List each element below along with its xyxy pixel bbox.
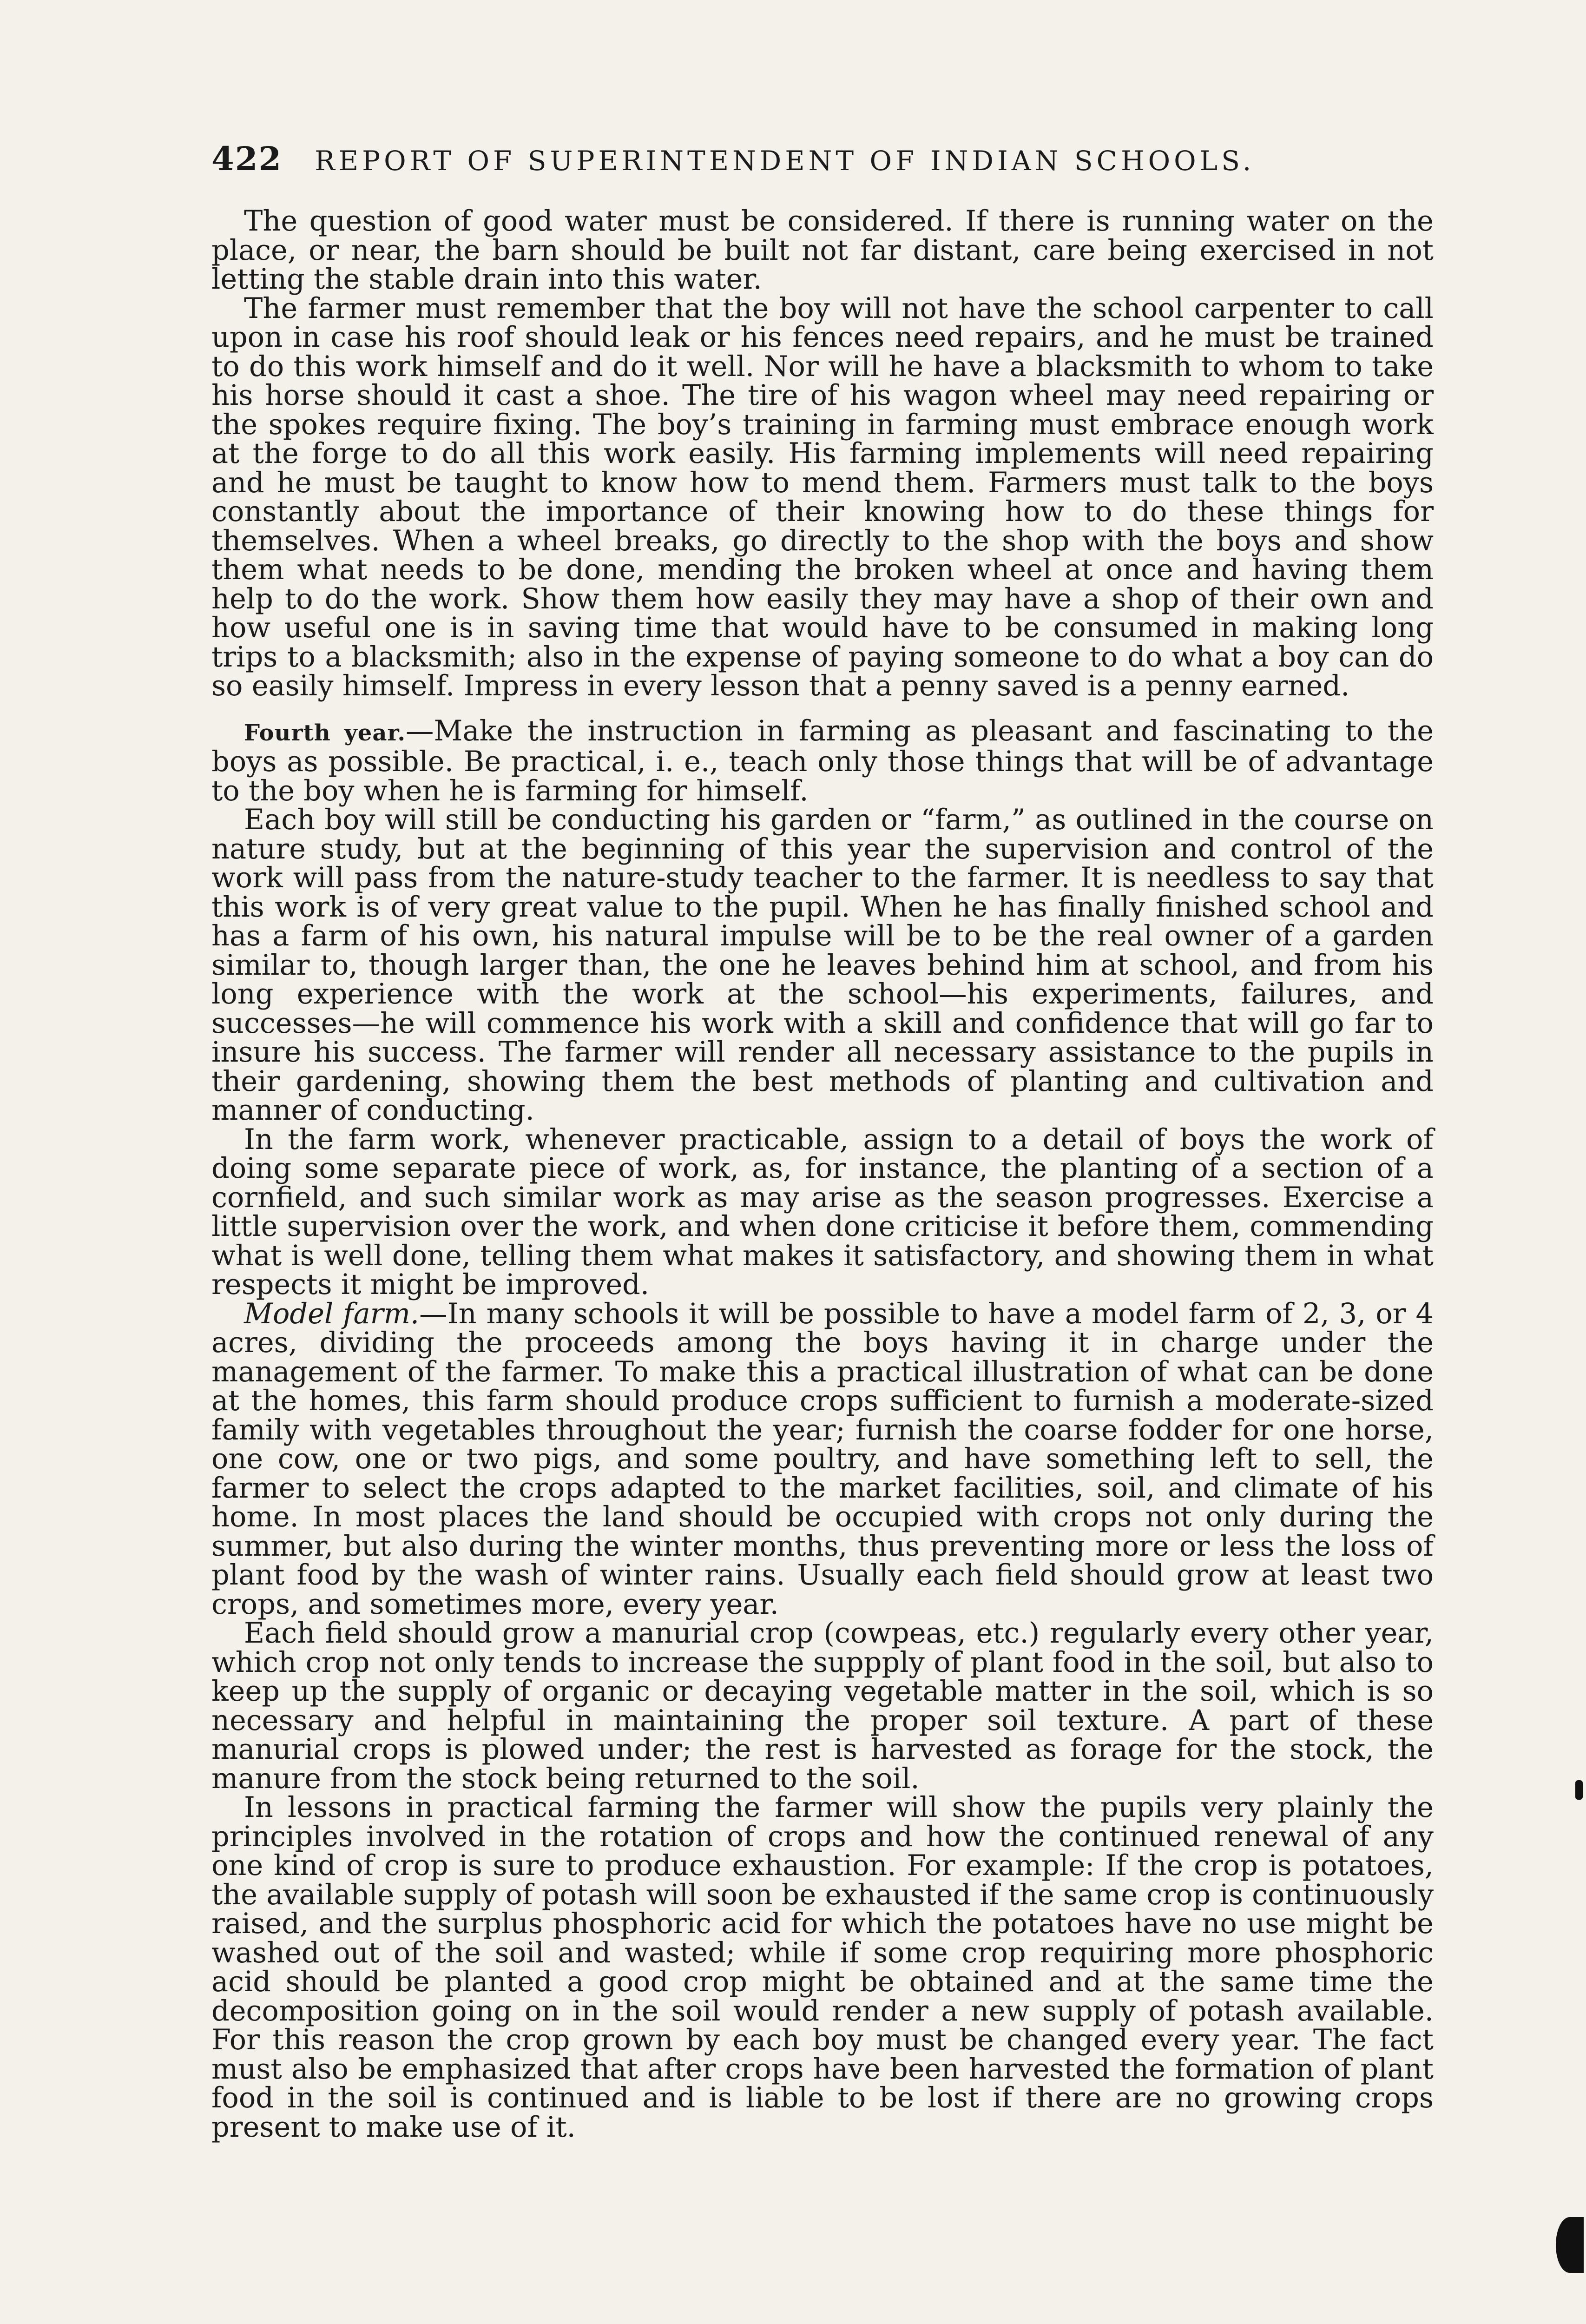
- paragraph-text: Each boy will still be conducting his garden or “farm,” as outlined in the course on nature study, but at the beginning of this year the supervision and control of the work will pass from the nature-study teacher to the farmer. It is needless to say that this work is of very great value to the pupil. When he has finally finished school and has a farm of his own, his natural impulse will be to be the real owner of a garden similar to, though larger than, the one he leaves behind him at school, and from his long experience with the work at the school—his experiments, failures, and successes—he will commence his work with a skill and confidence that will go far to insure his success. The farmer will render all necessary assistance to the pupils in their gardening, showing them the best methods of planting and cultivation and manner of conducting.: [211, 804, 1434, 1127]
- paragraph-fourth-year: [211, 714, 1434, 807]
- paragraph-text: —Make the instruction in farming as pleasant and fascinating to the boys as possible. Be practical, i. e., teach only those things that will be of advantage to the boy when he is farming for himself.: [211, 714, 1434, 807]
- document-page: [211, 139, 1434, 2142]
- body-text: [211, 207, 1434, 2142]
- scan-artifact: [1575, 1780, 1583, 1800]
- paragraph-model-farm: [211, 1297, 1434, 1621]
- section-lead-in: Fourth year.: [244, 720, 406, 746]
- page-number: 422: [211, 139, 283, 178]
- paragraph-self-reliance: [211, 294, 1434, 701]
- paragraph-text: Each field should grow a manurial crop (cowpeas, etc.) regularly every other year, which crop not only tends to increase the suppply of plant food in the soil, but also to keep up the supply of organic or decaying vegetable matter in the soil, which is so necessary and helpful in maintaining the proper soil texture. A part of these manurial crops is plowed under; the rest is harvested as forage for the stock, the manure from the stock being returned to the soil.: [211, 1617, 1434, 1795]
- paragraph-text: The farmer must remember that the boy will not have the school carpenter to call upon in case his roof should leak or his fences need repairs, and he must be trained to do this work himself and do it well. Nor will he have a blacksmith to whom to take his horse should it cast a shoe. The tire of his wagon wheel may need repairing or the spokes require fixing. The boy’s training in farming must embrace enough work at the forge to do all this work easily. His farming implements will need repairing and he must be taught to know how to mend them. Farmers must talk to the boys constantly about the importance of their knowing how to do these things for themselves. When a wheel breaks, go directly to the shop with the boys and show them what needs to be done, mending the broken wheel at once and having them help to do the work. Show them how easily they may have a shop of their own and how useful one is in saving time that would have to be consumed in making long trips to a blacksmith; also in the expense of paying someone to do what a boy can do so easily himself. Impress in every lesson that a penny saved is a penny earned.: [211, 292, 1434, 702]
- paragraph-text: The question of good water must be considered. If there is running water on the place, or near, the barn should be built not far distant, care being exercised in not letting the stable drain into this water.: [211, 205, 1434, 296]
- paragraph-farm-work: [211, 1125, 1434, 1300]
- paragraph-water: [211, 207, 1434, 294]
- page-header: [211, 139, 1434, 178]
- paragraph-rotation: [211, 1793, 1434, 2142]
- section-lead-in: Model farm.: [244, 1297, 420, 1330]
- paragraph-garden: [211, 805, 1434, 1125]
- paragraph-text: In lessons in practical farming the farmer will show the pupils very plainly the principles involved in the rotation of crops and how the continued renewal of any one kind of crop is sure to produce exhaustion. For example: If the crop is potatoes, the available supply of potash will soon be exhausted if the same crop is continuously raised, and the surplus phosphoric acid for which the potatoes have no use might be washed out of the soil and wasted; while if some crop requiring more phosphoric acid should be planted a good crop might be obtained and at the same time the decomposition going on in the soil would render a new supply of potash available. For this reason the crop grown by each boy must be changed every year. The fact must also be emphasized that after crops have been harvested the formation of plant food in the soil is continued and is liable to be lost if there are no growing crops present to make use of it.: [211, 1791, 1434, 2144]
- paragraph-text: —In many schools it will be possible to have a model farm of 2, 3, or 4 acres, dividing the proceeds among the boys having it in charge under the management of the farmer. To make this a practical illustration of what can be done at the homes, this farm should produce crops sufficient to furnish a moderate-sized family with vegetables throughout the year; furnish the coarse fodder for one horse, one cow, one or two pigs, and some poultry, and have something left to sell, the farmer to select the crops adapted to the market facilities, soil, and climate of his home. In most places the land should be occupied with crops not only during the summer, but also during the winter months, thus preventing more or less the loss of plant food by the wash of winter rains. Usually each field should grow at least two crops, and sometimes more, every year.: [211, 1297, 1434, 1621]
- scan-artifact: [1556, 2217, 1584, 2273]
- paragraph-text: In the farm work, whenever practicable, assign to a detail of boys the work of doing some separate piece of work, as, for instance, the planting of a section of a cornfield, and such similar work as may arise as the season progresses. Exercise a little supervision over the work, and when done criticise it before them, commending what is well done, telling them what makes it satisfactory, and showing them in what respects it might be improved.: [211, 1123, 1434, 1301]
- paragraph-manurial-crop: [211, 1619, 1434, 1793]
- running-title: REPORT OF SUPERINTENDENT OF INDIAN SCHOOLS.: [315, 145, 1255, 177]
